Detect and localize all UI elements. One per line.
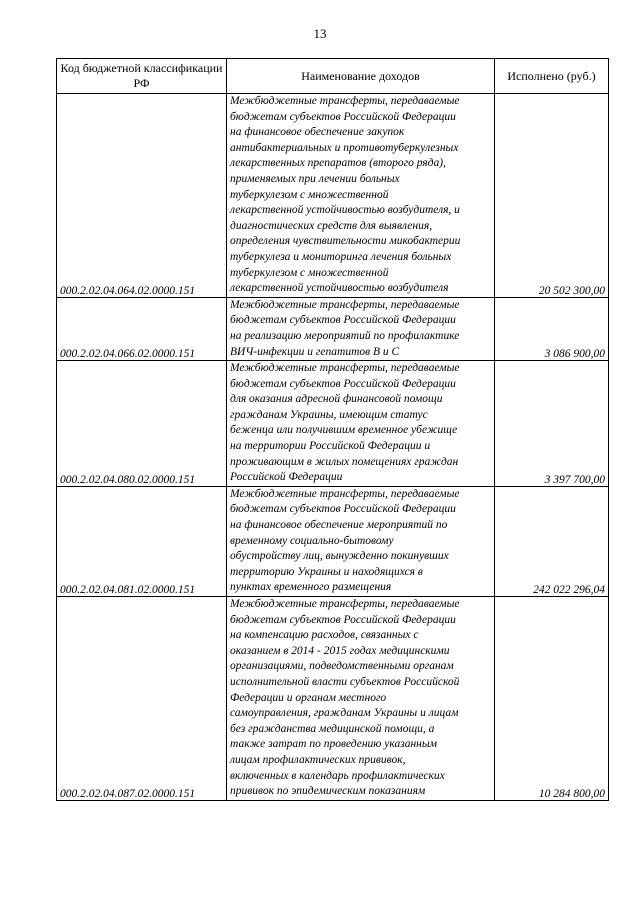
row-amount: 3 397 700,00 (495, 361, 609, 487)
row-name: Межбюджетные трансферты, передаваемые бюджетам субъектов Российской Федерации на финансовое обеспечение мероприятий по временному социально-бытовому обустройству лиц, вынужденно покинувших территорию Украины и находящихся в пунктах временного размещения (227, 486, 495, 596)
row-code: 000.2.02.04.064.02.0000.151 (57, 94, 227, 298)
table-row (57, 486, 609, 596)
header-amount: Исполнено (руб.) (495, 59, 609, 94)
row-name: Межбюджетные трансферты, передаваемые бюджетам субъектов Российской Федерации на компенсацию расходов, связанных с оказанием в 2014 - 2015 годах медицинскими организациями, подведомственными органам исполнительной власти субъектов Российской Федерации и органам местного самоуправления, гражданам Украины и лицам без гражданства медицинской помощи, а также затрат по проведению указанным лицам профилактических прививок, включенных в календарь профилактических прививок по эпидемическим показаниям (227, 597, 495, 801)
table-body (57, 94, 609, 801)
row-amount: 242 022 296,04 (495, 486, 609, 596)
row-code: 000.2.02.04.066.02.0000.151 (57, 297, 227, 360)
row-code: 000.2.02.04.087.02.0000.151 (57, 597, 227, 801)
row-name: Межбюджетные трансферты, передаваемые бюджетам субъектов Российской Федерации на финансовое обеспечение закупок антибактериальных и противотуберкулезных лекарственных препаратов (второго ряда), применяемых при лечении больных туберкулезом с множественной лекарственной устойчивостью возбудителя, и диагностических средств для выявления, определения чувствительности микобактерии туберкулеза и мониторинга лечения больных туберкулезом с множественной лекарственной устойчивостью возбудителя (227, 94, 495, 298)
table-row (57, 361, 609, 487)
row-amount: 10 284 800,00 (495, 597, 609, 801)
header-row (57, 59, 609, 94)
table-row (57, 597, 609, 801)
table-row (57, 297, 609, 360)
row-amount: 20 502 300,00 (495, 94, 609, 298)
revenue-table (56, 58, 609, 801)
row-code: 000.2.02.04.081.02.0000.151 (57, 486, 227, 596)
row-amount: 3 086 900,00 (495, 297, 609, 360)
header-code: Код бюджетной классификации РФ (57, 59, 227, 94)
table-row (57, 94, 609, 298)
row-name: Межбюджетные трансферты, передаваемые бюджетам субъектов Российской Федерации на реализацию мероприятий по профилактике ВИЧ-инфекции и гепатитов B и C (227, 297, 495, 360)
row-name: Межбюджетные трансферты, передаваемые бюджетам субъектов Российской Федерации для оказания адресной финансовой помощи гражданам Украины, имеющим статус беженца или получившим временное убежище на территории Российской Федерации и проживающим в жилых помещениях граждан Российской Федерации (227, 361, 495, 487)
table-header (57, 59, 609, 94)
row-code: 000.2.02.04.080.02.0000.151 (57, 361, 227, 487)
page-number: 13 (313, 26, 327, 41)
header-name: Наименование доходов (227, 59, 495, 94)
